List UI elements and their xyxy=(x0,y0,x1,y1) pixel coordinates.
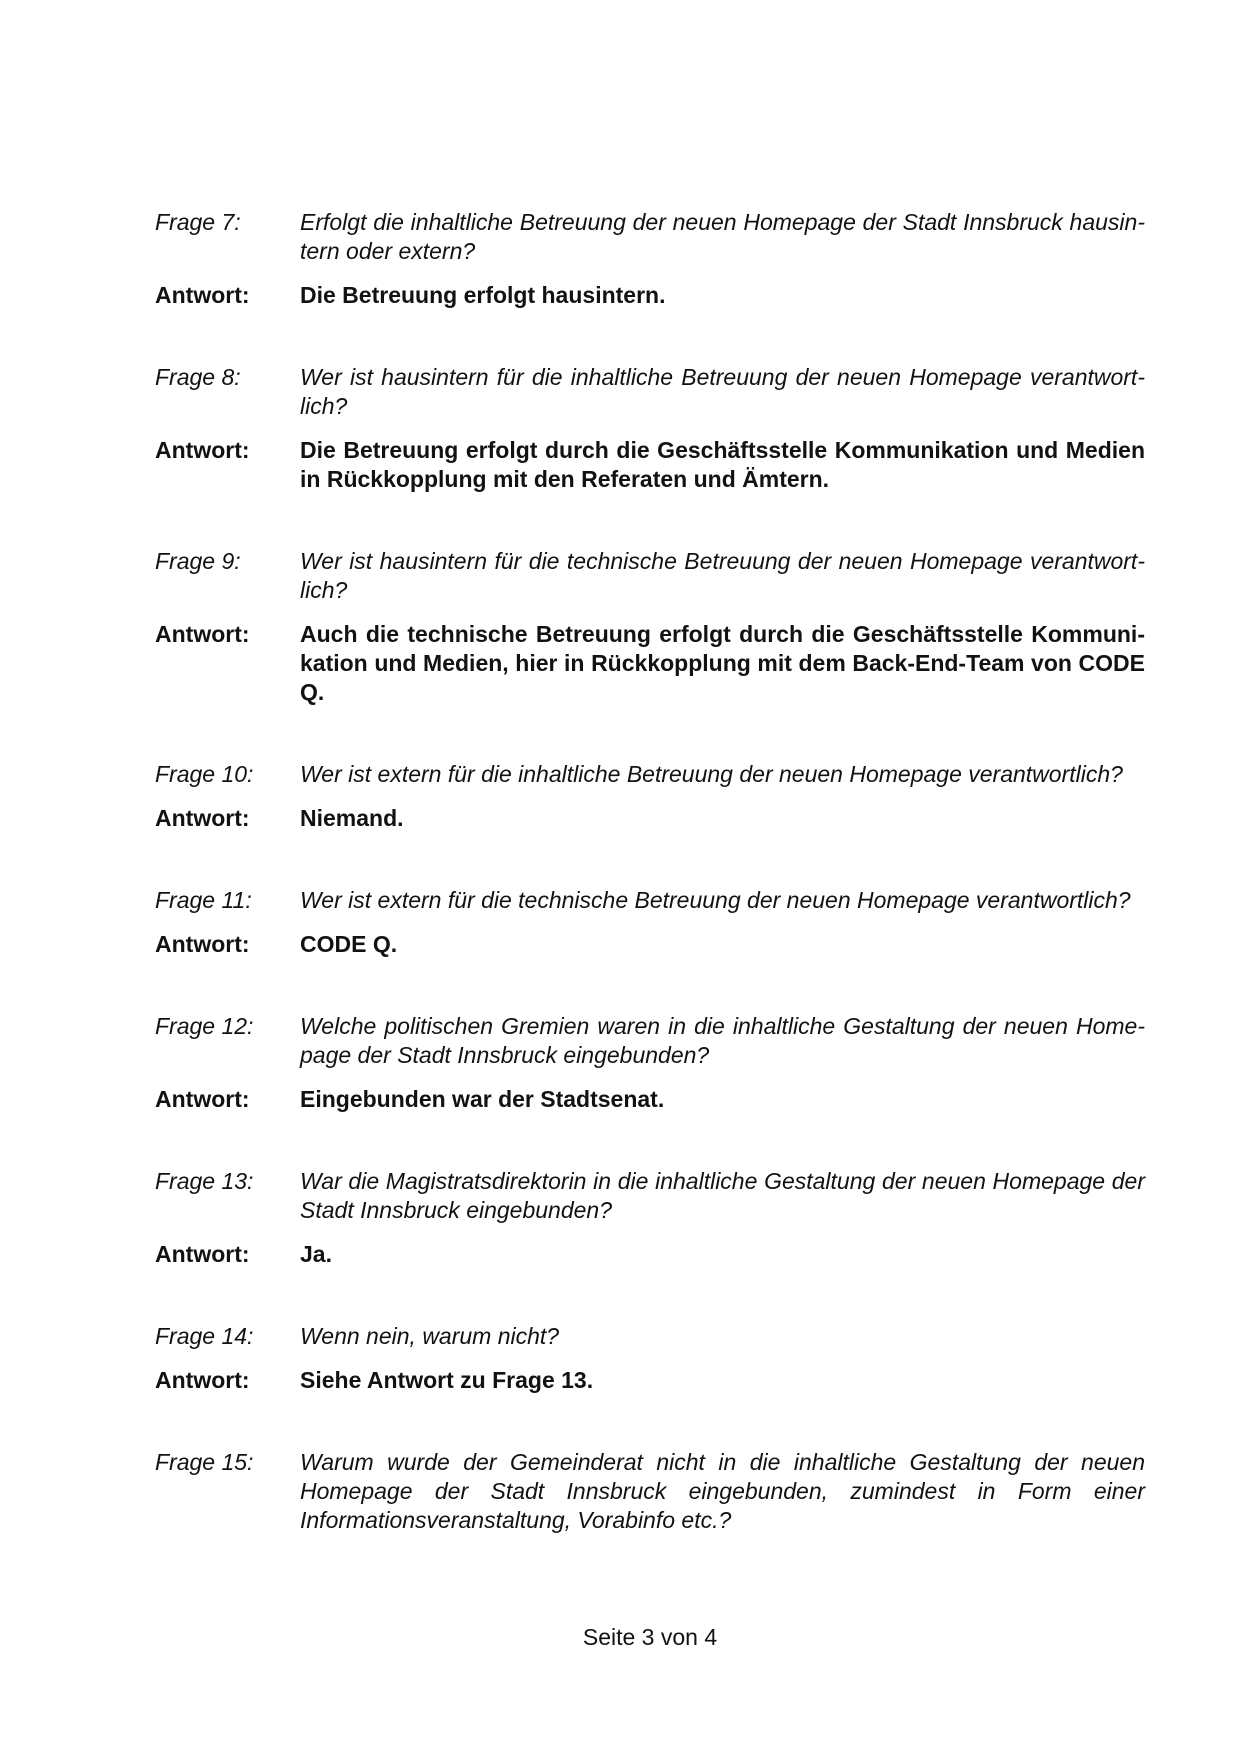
question-row xyxy=(155,1322,1145,1351)
answer-row xyxy=(155,930,1145,959)
answer-row xyxy=(155,281,1145,310)
question-text: Welche politischen Gremien waren in die inhaltliche Gestaltung der neuen Homepage der Stadt Innsbruck eingebunden? xyxy=(300,1013,1145,1068)
answer-text: Niemand. xyxy=(300,805,404,831)
question-text: War die Magistratsdirektorin in die inhaltliche Gestaltung der neuen Homepage der Stadt Innsbruck eingebunden? xyxy=(300,1168,1145,1223)
question-row xyxy=(155,886,1145,915)
question-label: Frage 8: xyxy=(155,364,241,390)
qa-section-frage-15 xyxy=(155,1448,1145,1535)
question-label: Frage 15: xyxy=(155,1449,254,1475)
answer-label: Antwort: xyxy=(155,437,250,463)
answer-label: Antwort: xyxy=(155,621,250,647)
answer-label: Antwort: xyxy=(155,1367,250,1393)
question-label: Frage 10: xyxy=(155,761,254,787)
answer-text: Die Betreuung erfolgt hausintern. xyxy=(300,282,666,308)
qa-section-frage-14 xyxy=(155,1322,1145,1395)
answer-row xyxy=(155,1085,1145,1114)
qa-section-frage-10 xyxy=(155,760,1145,833)
qa-section-frage-13 xyxy=(155,1167,1145,1269)
question-row xyxy=(155,547,1145,605)
question-label: Frage 9: xyxy=(155,548,241,574)
qa-section-frage-8 xyxy=(155,363,1145,494)
answer-text: Die Betreuung erfolgt durch die Geschäftsstelle Kommunikation und Medien in Rückkopplung mit den Referaten und Ämtern. xyxy=(300,437,1145,492)
answer-row xyxy=(155,436,1145,494)
question-text: Wer ist hausintern für die technische Betreuung der neuen Homepage verantwortlich? xyxy=(300,548,1145,603)
answer-row xyxy=(155,1366,1145,1395)
question-text: Warum wurde der Gemeinderat nicht in die inhaltliche Gestaltung der neuen Homepage der Stadt Innsbruck eingebunden, zumindest in Form einer Informationsveranstaltung, Vorabinfo etc.? xyxy=(300,1449,1145,1533)
question-row xyxy=(155,760,1145,789)
qa-section-frage-11 xyxy=(155,886,1145,959)
answer-text: Siehe Antwort zu Frage 13. xyxy=(300,1367,594,1393)
answer-row xyxy=(155,620,1145,707)
answer-label: Antwort: xyxy=(155,282,250,308)
question-row xyxy=(155,1012,1145,1070)
question-text: Wenn nein, warum nicht? xyxy=(300,1323,560,1349)
answer-text: Eingebunden war der Stadtsenat. xyxy=(300,1086,665,1112)
question-row xyxy=(155,208,1145,266)
answer-text: Ja. xyxy=(300,1241,332,1267)
answer-row xyxy=(155,1240,1145,1269)
answer-label: Antwort: xyxy=(155,1241,250,1267)
question-text: Wer ist extern für die inhaltliche Betreuung der neuen Homepage verantwortlich? xyxy=(300,761,1123,787)
question-row xyxy=(155,1167,1145,1225)
question-text: Erfolgt die inhaltliche Betreuung der neuen Homepage der Stadt Innsbruck hausintern oder extern? xyxy=(300,209,1145,264)
page-number: Seite 3 von 4 xyxy=(582,1624,718,1650)
question-label: Frage 13: xyxy=(155,1168,254,1194)
question-label: Frage 7: xyxy=(155,209,241,235)
answer-label: Antwort: xyxy=(155,805,250,831)
question-label: Frage 12: xyxy=(155,1013,254,1039)
answer-label: Antwort: xyxy=(155,1086,250,1112)
question-row xyxy=(155,1448,1145,1535)
answer-label: Antwort: xyxy=(155,931,250,957)
answer-row xyxy=(155,804,1145,833)
question-label: Frage 14: xyxy=(155,1323,254,1349)
answer-text: CODE Q. xyxy=(300,931,398,957)
qa-section-frage-9 xyxy=(155,547,1145,707)
question-row xyxy=(155,363,1145,421)
qa-section-frage-12 xyxy=(155,1012,1145,1114)
answer-text: Auch die technische Betreuung erfolgt durch die Geschäftsstelle Kommunikation und Medien, hier in Rückkopplung mit dem Back-End-Team von CODE Q. xyxy=(300,621,1145,705)
question-text: Wer ist hausintern für die inhaltliche Betreuung der neuen Homepage verantwortlich? xyxy=(300,364,1145,419)
question-label: Frage 11: xyxy=(155,887,252,913)
question-text: Wer ist extern für die technische Betreuung der neuen Homepage verantwortlich? xyxy=(300,887,1131,913)
qa-section-frage-7 xyxy=(155,208,1145,310)
